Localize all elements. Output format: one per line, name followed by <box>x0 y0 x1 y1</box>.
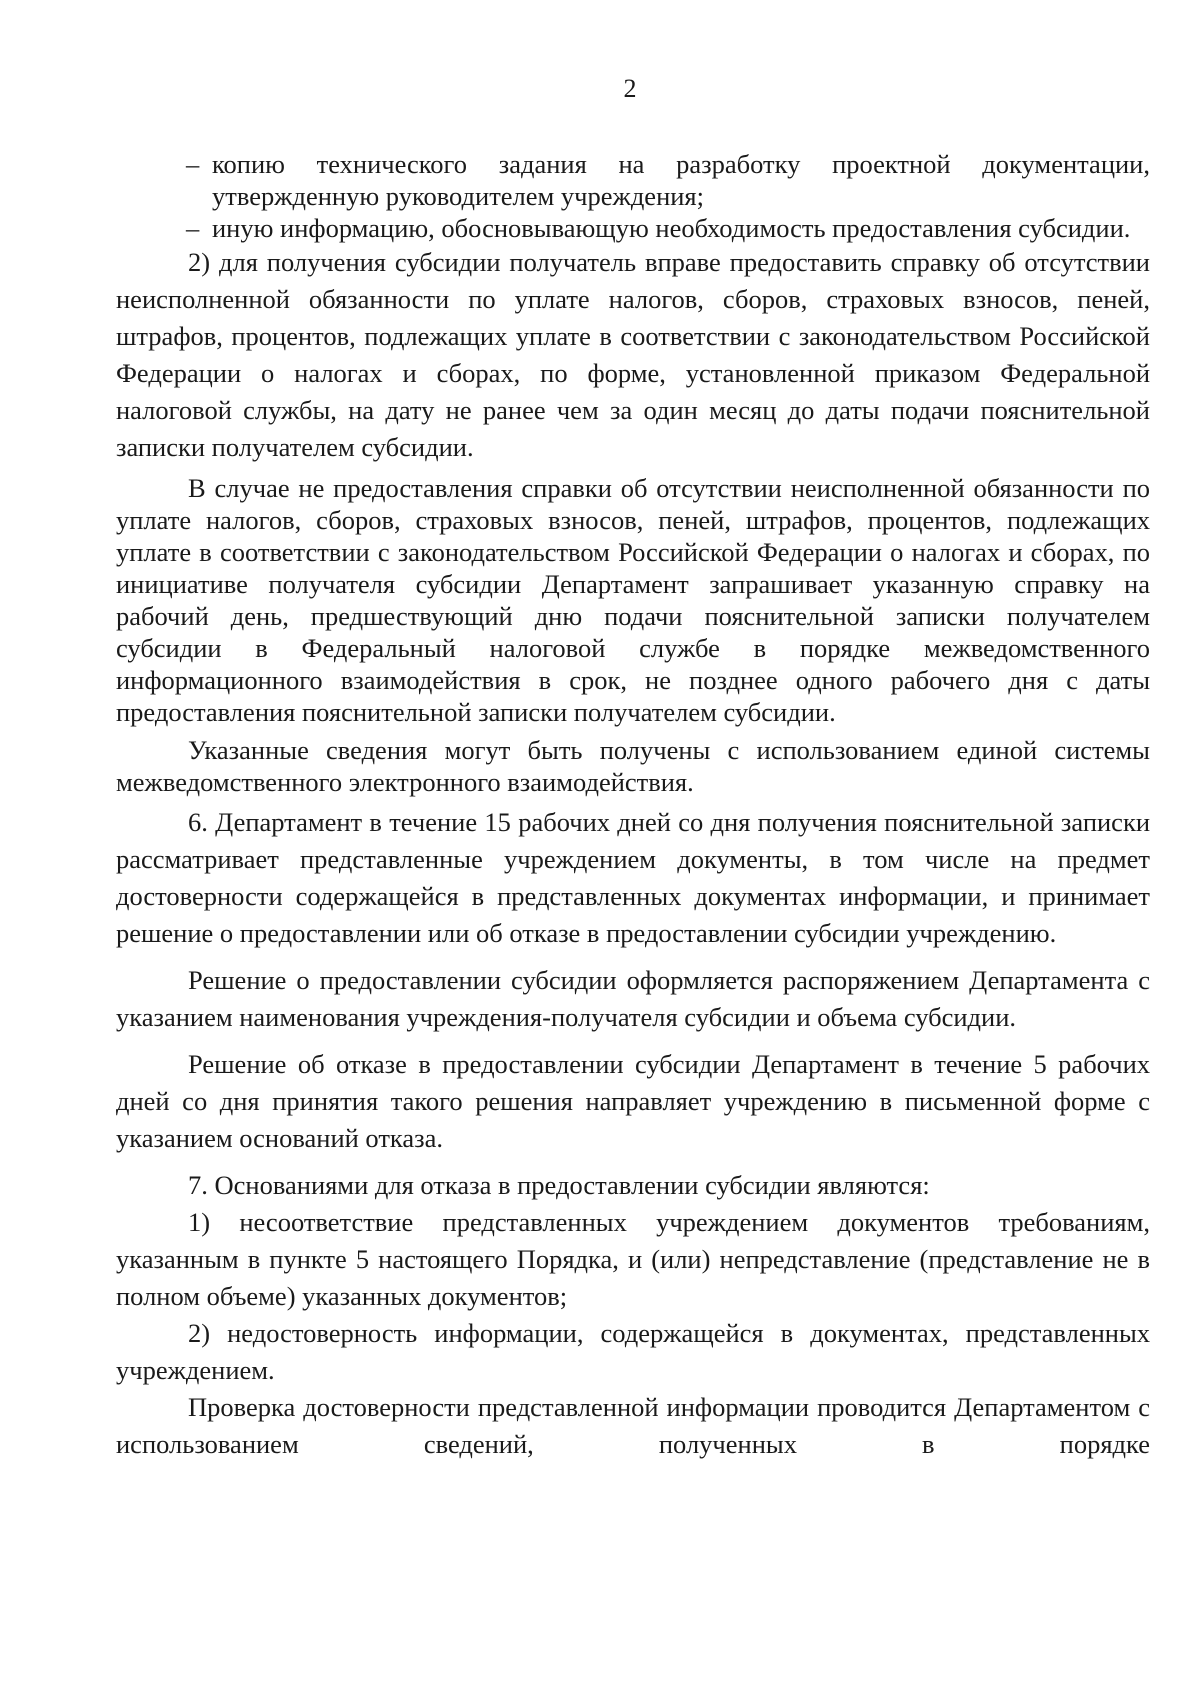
paragraph-grant-decision: Решение о предоставлении субсидии оформляется распоряжением Департамента с указанием наименования учреждения-получателя субсидии и объема субсидии. <box>116 965 1150 1032</box>
dash-marker: – <box>186 213 200 243</box>
paragraph-subitem-2: 2) для получения субсидии получатель вправе предоставить справку об отсутствии неисполненной обязанности по уплате налогов, сборов, страховых взносов, пеней, штрафов, процентов, подлежащих уплате в соответствии с законодательством Российской Федерации о налогах и сборах, по форме, установленной приказом Федеральной налоговой службы, на дату не ранее чем за один месяц до даты подачи пояснительной записки получателем субсидии. <box>116 247 1150 462</box>
paragraph-refusal-ground-1: 1) несоответствие представленных учреждением документов требованиям, указанным в пункте 5 настоящего Порядка, и (или) непредставление (представление не в полном объеме) указанных документов; <box>116 1207 1150 1311</box>
list-item-text: копию технического задания на разработку проектной документации, утвержденную руководителем учреждения; <box>212 149 1150 211</box>
list-item-text: иную информацию, обосновывающую необходимость предоставления субсидии. <box>212 213 1131 243</box>
paragraph-verification: Проверка достоверности представленной информации проводится Департаментом с использованием сведений, полученных в порядке <box>116 1392 1150 1459</box>
paragraph-item-7: 7. Основаниями для отказа в предоставлении субсидии являются: <box>188 1170 930 1200</box>
page-number: 2 <box>623 74 637 103</box>
list-item <box>116 148 1150 212</box>
paragraph-no-certificate-case: В случае не предоставления справки об отсутствии неисполненной обязанности по уплате налогов, сборов, страховых взносов, пеней, штрафов, процентов, подлежащих уплате в соответствии с законодательством Российской Федерации о налогах и сборах, по инициативе получателя субсидии Департамент запрашивает указанную справку на рабочий день, предшествующий дню подачи пояснительной записки получателем субсидии в Федеральный налоговой службе в порядке межведомственного информационного взаимодействия в срок, не позднее одного рабочего дня с даты предоставления пояснительной записки получателем субсидии. <box>116 473 1150 727</box>
paragraph-item-6: 6. Департамент в течение 15 рабочих дней со дня получения пояснительной записки рассматривает представленные учреждением документы, в том числе на предмет достоверности содержащейся в представленных документах информации, и принимает решение о предоставлении или об отказе в предоставлении субсидии учреждению. <box>116 807 1150 948</box>
paragraph-refusal-decision: Решение об отказе в предоставлении субсидии Департамент в течение 5 рабочих дней со дня принятия такого решения направляет учреждению в письменной форме с указанием оснований отказа. <box>116 1049 1150 1153</box>
paragraph-refusal-ground-2: 2) недостоверность информации, содержащейся в документах, представленных учреждением. <box>116 1318 1150 1385</box>
document-body <box>116 148 1150 1463</box>
list-item <box>116 212 1150 244</box>
paragraph-electronic-interaction: Указанные сведения могут быть получены с использованием единой системы межведомственного электронного взаимодействия. <box>116 735 1150 797</box>
dash-marker: – <box>186 149 200 179</box>
